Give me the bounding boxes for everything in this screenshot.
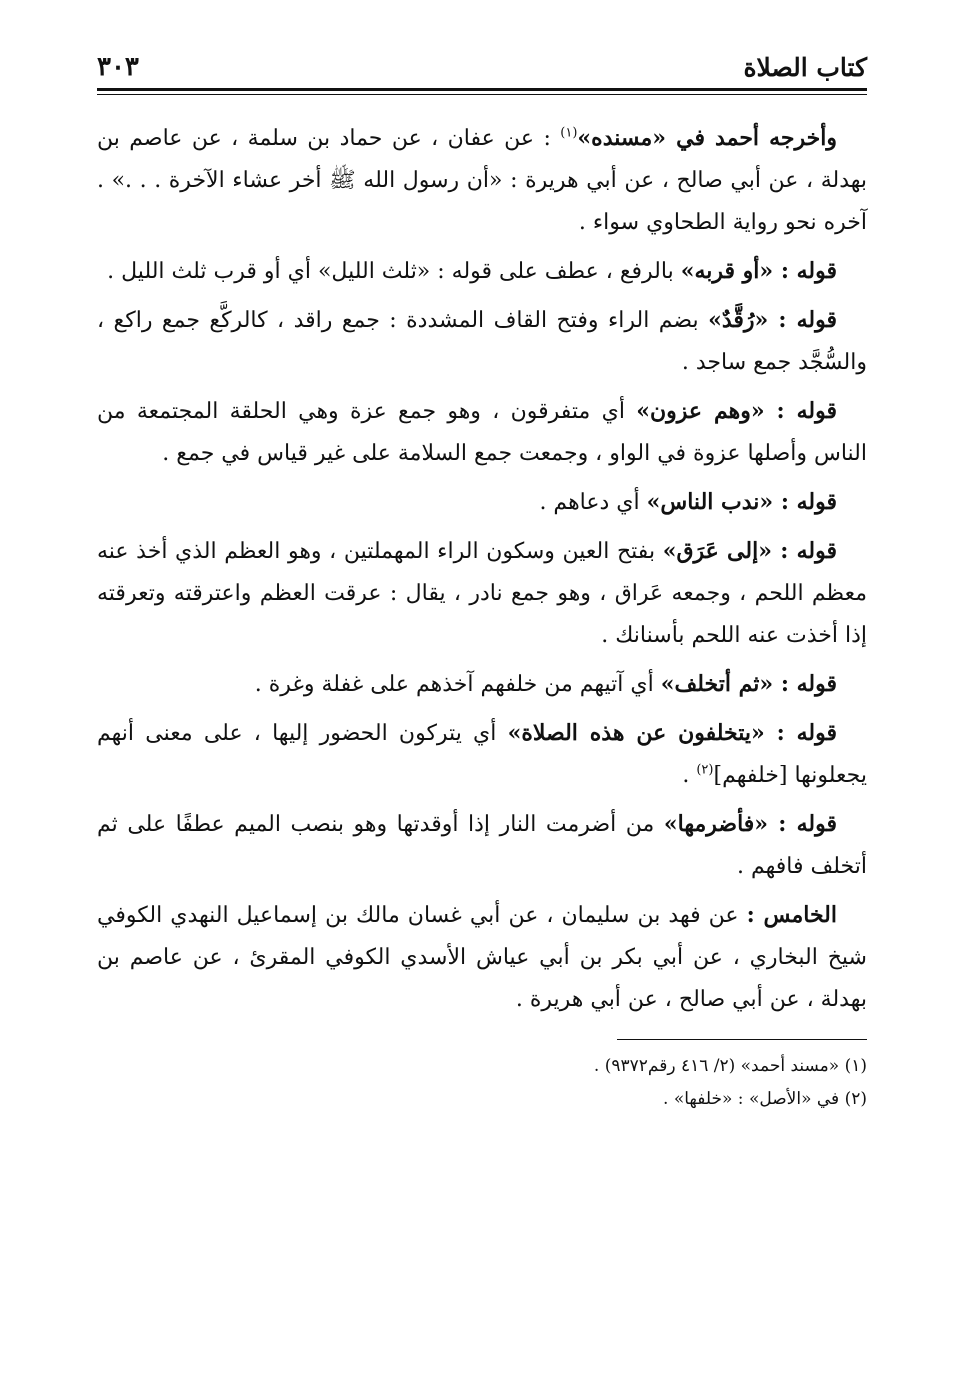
paragraph-text: عن فهد بن سليمان ، عن أبي غسان مالك بن إسماعيل النهدي الكوفي شيخ البخاري ، عن أبي بكر بن أبي عياش الأسدي الكوفي المقرئ ، عن عاصم بن بهدلة ، عن أبي صالح ، عن أبي هريرة . (97, 903, 867, 1012)
paragraph-lead: قوله : «فأضرمها» (663, 811, 837, 837)
footnote-separator (617, 1039, 867, 1040)
footnote-ref-2[interactable]: (٢) (696, 762, 714, 778)
book-page (97, 40, 867, 1360)
paragraph-6 (97, 530, 867, 657)
paragraph-9 (97, 803, 867, 888)
paragraph-text: أي آتيهم من خلفهم آخذهم على غفلة وغرة . (254, 672, 661, 697)
paragraph-lead: قوله : «ندب الناس» (646, 489, 837, 515)
paragraph-text: بالرفع ، عطف على قوله : «ثلث الليل» أي أو قرب ثلث الليل . (107, 259, 681, 284)
paragraph-1 (97, 117, 867, 244)
paragraph-lead: قوله : «وهم عزون» (636, 398, 837, 424)
paragraph-2 (97, 250, 867, 293)
paragraph-lead: قوله : «ثم أتخلف» (660, 671, 837, 697)
book-title: كتاب الصلاة (743, 53, 867, 82)
paragraph-text: أي دعاهم . (539, 490, 647, 515)
page-number: ٣٠٣ (97, 52, 139, 82)
footnote-ref-1[interactable]: (١) (560, 125, 578, 141)
paragraph-text: بضم الراء وفتح القاف المشددة : جمع راقد ، كالركَّع جمع راكع ، والسُّجَّد جمع ساجد . (97, 308, 867, 375)
paragraph-lead: قوله : «إلى عَرَق» (662, 538, 838, 564)
paragraph-8 (97, 712, 867, 797)
footnote-1: (١) «مسند أحمد» (٢/ ٤١٦ رقم٩٣٧٢) . (593, 1056, 867, 1076)
paragraph-text: بفتح العين وسكون الراء المهملتين ، وهو العظم الذي أخذ عنه معظم اللحم ، وجمعه عَراق ، وهو جمع نادر ، يقال : عرقت العظم واعترقته وتعرقته إذا أخذت عنه اللحم بأسنانك . (97, 539, 867, 648)
paragraph-text: : عن عفان ، عن حماد بن سلمة ، عن عاصم بن بهدلة ، عن أبي صالح ، عن أبي هريرة : «أن رسول الله ﷺ أخر عشاء الآخرة . . .» . آخره نحو رواية الطحاوي سواء . (97, 126, 867, 235)
paragraph-lead: قوله : «يتخلفون عن هذه الصلاة» (507, 720, 838, 746)
paragraph-lead: قوله : «رُقَّدٌ» (708, 307, 838, 333)
paragraph-text: من أضرمت النار إذا أوقدتها وهو بنصب الميم عطفًا على ثم أتخلف فافهم . (97, 812, 867, 879)
paragraph-7 (97, 663, 867, 706)
footnotes (97, 1050, 867, 1116)
header-rule-thick (97, 88, 867, 91)
paragraph-text: أي متفرقون ، وهو جمع عزة وهي الحلقة المجتمعة من الناس وأصلها عزوة في الواو ، وجمعت جمع السلامة على غير قياس في جمع . (97, 399, 867, 466)
paragraph-5 (97, 481, 867, 524)
paragraph-lead: قوله : «أو قربه» (680, 258, 837, 284)
paragraph-3 (97, 299, 867, 384)
main-text (97, 117, 867, 1021)
paragraph-lead: وأخرجه أحمد في «مسنده» (577, 125, 837, 151)
paragraph-tail: . (682, 763, 697, 788)
paragraph-10 (97, 894, 867, 1021)
footnote-2: (٢) في «الأصل» : «خلفها» . (663, 1089, 867, 1109)
paragraph-lead: الخامس : (746, 902, 837, 928)
page-header (97, 40, 867, 86)
paragraph-text: أي يتركون الحضور إليها ، على معنى أنهم يجعلونها [خلفهم] (97, 721, 867, 788)
header-rule-thin (97, 94, 867, 95)
paragraph-4 (97, 390, 867, 475)
